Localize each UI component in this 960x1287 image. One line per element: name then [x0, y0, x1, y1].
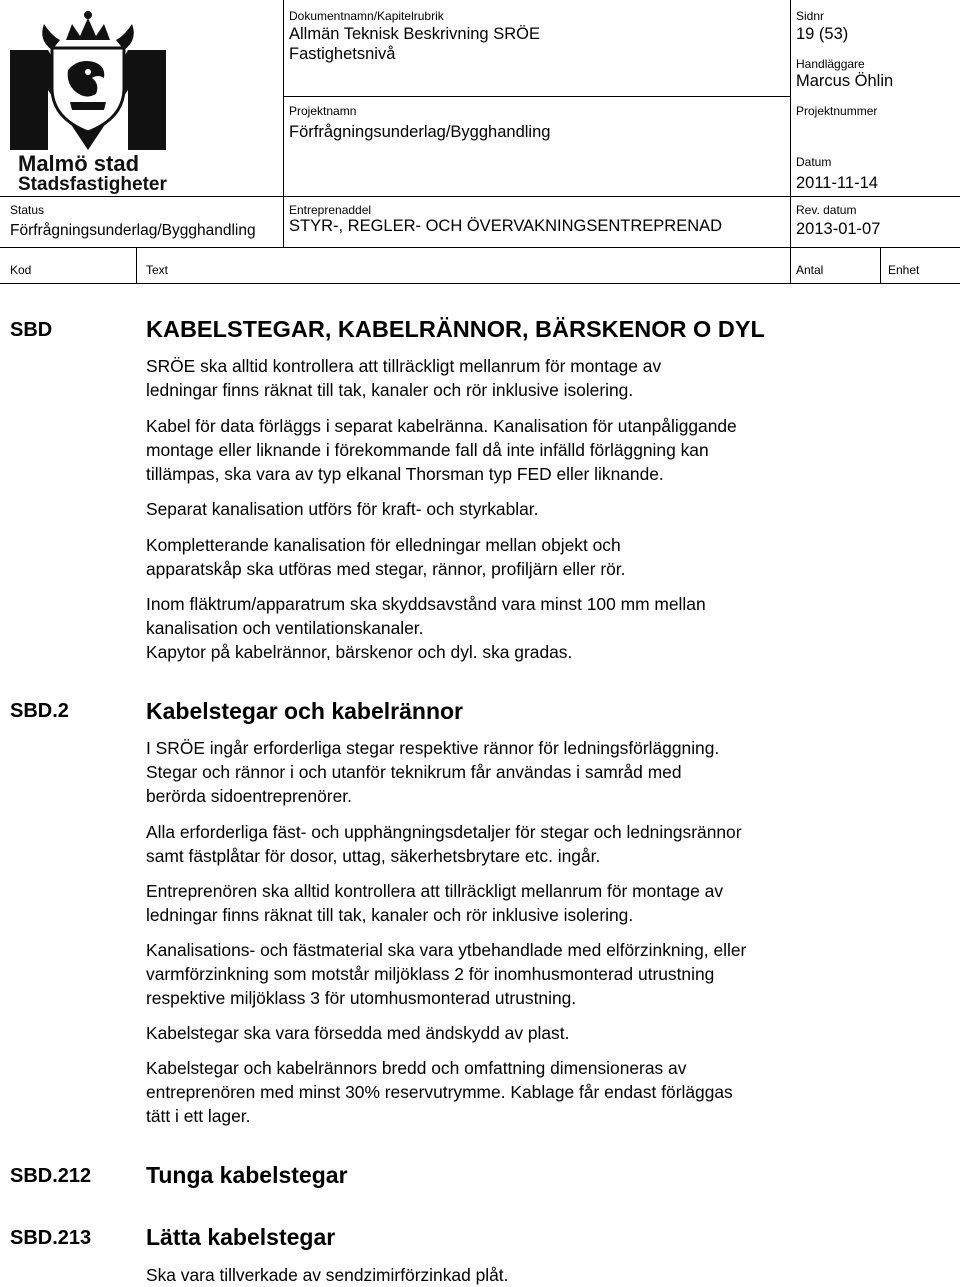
section-code: SBD: [10, 319, 53, 341]
paragraph: [146, 414, 946, 486]
header-divider: [790, 0, 791, 247]
text-line: Kabelstegar ska vara försedda med ändskydd av plast.: [146, 1023, 570, 1043]
malmo-stad-logo: [8, 10, 168, 195]
text-line: Inom fläktrum/apparatrum ska skyddsavstånd vara minst 100 mm mellan: [146, 594, 706, 614]
text-line: I SRÖE ingår erforderliga stegar respektive rännor för ledningsförläggning.: [146, 738, 720, 758]
section-code: SBD.2: [10, 700, 69, 722]
status-value: Förfrågningsunderlag/Bygghandling: [10, 222, 256, 239]
section-title: Tunga kabelstegar: [146, 1162, 348, 1188]
paragraph: [146, 1021, 946, 1045]
text-line: kanalisation och ventilationskanaler.: [146, 618, 424, 638]
header-divider: [283, 196, 284, 247]
paragraph: [146, 736, 946, 808]
section-code: SBD.212: [10, 1165, 92, 1187]
handler-value: Marcus Öhlin: [796, 72, 894, 90]
column-header-unit: Enhet: [888, 263, 920, 277]
text-line: Kompletterande kanalisation för elledningar mellan objekt och: [146, 535, 621, 555]
text-line: Separat kanalisation utförs för kraft- och styrkablar.: [146, 499, 539, 519]
text-line: Entreprenören ska alltid kontrollera att tillräckligt mellanrum för montage av: [146, 881, 724, 901]
text-line: Ska vara tillverkade av sendzimirförzinkad plåt.: [146, 1265, 509, 1285]
project-name-label: Projektnamn: [289, 104, 357, 118]
paragraph: [146, 938, 946, 1010]
document-header: [0, 0, 960, 284]
text-line: apparatskåp ska utföras med stegar, rännor, profiljärn eller rör.: [146, 559, 626, 579]
project-number-label: Projektnummer: [796, 104, 878, 118]
paragraph: [146, 820, 946, 868]
text-line: samt fästplåtar för dosor, uttag, säkerhetsbrytare etc. ingår.: [146, 846, 601, 866]
column-header-text: Text: [146, 263, 169, 277]
text-line: Kapytor på kabelrännor, bärskenor och dyl. ska gradas.: [146, 642, 573, 662]
date-label: Datum: [796, 155, 832, 169]
text-line: berörda sidoentreprenörer.: [146, 786, 352, 806]
contract-part-label: Entreprenaddel: [289, 203, 372, 217]
paragraph: [146, 533, 946, 581]
paragraph: [146, 592, 946, 664]
section-title: Kabelstegar och kabelrännor: [146, 698, 463, 724]
text-line: tätt i ett lager.: [146, 1106, 251, 1126]
section-code: SBD.213: [10, 1227, 92, 1249]
text-line: Kabel för data förläggs i separat kabelränna. Kanalisation för utanpåliggande: [146, 416, 737, 436]
page-number-value: 19 (53): [796, 25, 849, 43]
handler-label: Handläggare: [796, 57, 865, 71]
header-divider: [0, 196, 960, 197]
document-title-line-1: Allmän Teknisk Beskrivning SRÖE: [289, 25, 540, 43]
status-label: Status: [10, 203, 45, 217]
logo-department-name: Stadsfastigheter: [18, 174, 167, 195]
section-title: KABELSTEGAR, KABELRÄNNOR, BÄRSKENOR O DYL: [146, 316, 765, 342]
text-line: entreprenören med minst 30% reservutrymme. Kablage får endast förläggas: [146, 1082, 733, 1102]
text-line: Kanalisations- och fästmaterial ska vara ytbehandlade med elförzinkning, eller: [146, 940, 747, 960]
date-value: 2011-11-14: [796, 174, 878, 192]
text-line: Stegar och rännor i och utanför teknikrum får användas i samråd med: [146, 762, 682, 782]
text-line: varmförzinkning som motstår miljöklass 2 för inomhusmonterad utrustning: [146, 964, 715, 984]
text-line: Kabelstegar och kabelrännors bredd och omfattning dimensioneras av: [146, 1058, 687, 1078]
column-divider: [880, 247, 881, 283]
header-divider: [0, 247, 960, 248]
contract-part-value: STYR-, REGLER- OCH ÖVERVAKNINGSENTREPRENAD: [289, 217, 723, 235]
revision-date-value: 2013-01-07: [796, 220, 881, 238]
text-line: ledningar finns räknat till tak, kanaler och rör inklusive isolering.: [146, 380, 634, 400]
header-divider: [0, 283, 960, 284]
column-divider: [790, 247, 791, 283]
project-name-value: Förfrågningsunderlag/Bygghandling: [289, 123, 551, 141]
header-divider: [283, 0, 284, 196]
paragraph: [146, 1056, 946, 1128]
paragraph: [146, 497, 946, 521]
paragraph: [146, 354, 946, 402]
document-title-line-2: Fastighetsnivå: [289, 45, 396, 63]
text-line: respektive miljöklass 3 för utomhusmonterad utrustning.: [146, 988, 577, 1008]
text-line: montage eller liknande i förekommande fall då inte infälld förläggning kan: [146, 440, 709, 460]
document-name-label: Dokumentnamn/Kapitelrubrik: [289, 9, 444, 23]
column-header-quantity: Antal: [796, 263, 824, 277]
paragraph: [146, 879, 946, 927]
text-line: SRÖE ska alltid kontrollera att tillräckligt mellanrum för montage av: [146, 356, 662, 376]
coat-of-arms-icon: [8, 10, 168, 150]
section-title: Lätta kabelstegar: [146, 1224, 336, 1250]
paragraph: [146, 1263, 946, 1287]
text-line: tillämpas, ska vara av typ elkanal Thorsman typ FED eller liknande.: [146, 464, 664, 484]
page-number-label: Sidnr: [796, 9, 825, 23]
text-line: ledningar finns räknat till tak, kanaler och rör inklusive isolering.: [146, 905, 634, 925]
column-divider: [136, 247, 137, 283]
header-divider: [283, 96, 790, 97]
logo-city-name: Malmö stad: [18, 151, 140, 176]
text-line: Alla erforderliga fäst- och upphängningsdetaljer för stegar och ledningsrännor: [146, 822, 742, 842]
column-header-code: Kod: [10, 263, 32, 277]
revision-date-label: Rev. datum: [796, 203, 857, 217]
